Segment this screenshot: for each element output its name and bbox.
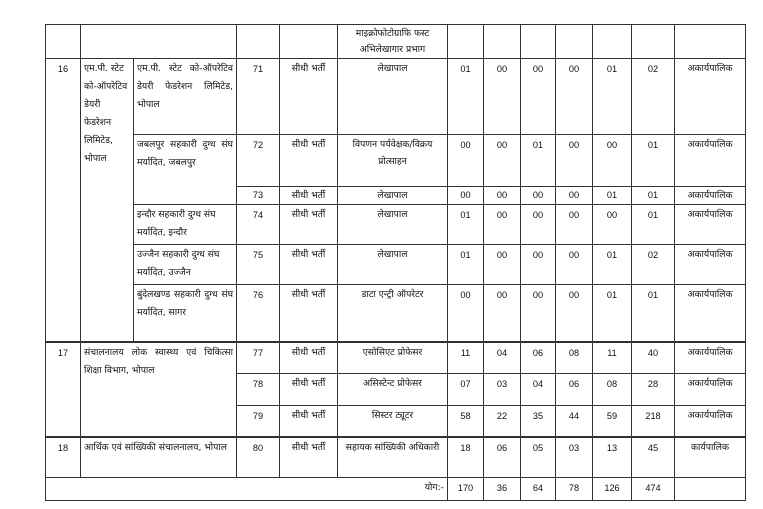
cell-code bbox=[237, 25, 280, 59]
cell-v1: 18 bbox=[448, 437, 484, 478]
cell-code: 75 bbox=[237, 245, 280, 285]
cell-sno bbox=[46, 25, 81, 59]
cell-mode: सीधी भर्ती bbox=[280, 59, 338, 135]
table-row bbox=[46, 437, 746, 478]
cell-v3: 06 bbox=[521, 342, 556, 374]
cell-v1: 00 bbox=[448, 135, 484, 187]
cell-v2: 00 bbox=[484, 187, 521, 205]
table-row bbox=[46, 342, 746, 374]
cell-sno: 17 bbox=[46, 342, 81, 437]
cell-type: अकार्यपालिक bbox=[675, 374, 746, 406]
cell-post: लेखापाल bbox=[338, 245, 448, 285]
cell-v5: 01 bbox=[593, 187, 632, 205]
cell-mode: सीधी भर्ती bbox=[280, 187, 338, 205]
cell-v2: 00 bbox=[484, 205, 521, 245]
cell-total: 28 bbox=[632, 374, 675, 406]
cell-v4: 00 bbox=[556, 205, 593, 245]
cell-v4: 06 bbox=[556, 374, 593, 406]
cell-mode: सीधी भर्ती bbox=[280, 135, 338, 187]
cell-department: संचालनालय लोक स्वास्थ्य एवं चिकित्सा शिक्षा विभाग, भोपाल bbox=[81, 342, 237, 437]
cell-office: इन्दौर सहकारी दुग्ध संघ मर्यादित, इन्दौर bbox=[134, 205, 237, 245]
cell-v5: 00 bbox=[593, 205, 632, 245]
cell-v1: 11 bbox=[448, 342, 484, 374]
cell-total: 01 bbox=[632, 187, 675, 205]
cell-mode: सीधी भर्ती bbox=[280, 406, 338, 437]
cell-sno: 16 bbox=[46, 59, 81, 342]
cell-v3: 00 bbox=[521, 245, 556, 285]
totals-v2: 36 bbox=[484, 478, 521, 501]
cell-office: उज्जैन सहकारी दुग्ध संघ मर्यादित, उज्जैन bbox=[134, 245, 237, 285]
cell-v2: 00 bbox=[484, 59, 521, 135]
totals-v5: 126 bbox=[593, 478, 632, 501]
cell-v2: 00 bbox=[484, 135, 521, 187]
cell-total: 40 bbox=[632, 342, 675, 374]
table-row bbox=[46, 285, 746, 342]
totals-v1: 170 bbox=[448, 478, 484, 501]
cell-v2: 22 bbox=[484, 406, 521, 437]
cell-v2: 06 bbox=[484, 437, 521, 478]
cell-v3: 35 bbox=[521, 406, 556, 437]
cell-mode bbox=[280, 25, 338, 59]
cell-post: सहायक सांख्यिकी अधिकारी bbox=[338, 437, 448, 478]
cell-v1: 01 bbox=[448, 245, 484, 285]
cell-post: असिस्टेन्ट प्रोफेसर bbox=[338, 374, 448, 406]
cell-code: 74 bbox=[237, 205, 280, 245]
cell-code: 78 bbox=[237, 374, 280, 406]
cell-v3: 05 bbox=[521, 437, 556, 478]
cell-post: लेखापाल bbox=[338, 59, 448, 135]
cell-post: लेखापाल bbox=[338, 187, 448, 205]
cell-post: लेखापाल bbox=[338, 205, 448, 245]
cell-mode: सीधी भर्ती bbox=[280, 437, 338, 478]
cell-post: एसोसिएट प्रोफेसर bbox=[338, 342, 448, 374]
cell-code: 73 bbox=[237, 187, 280, 205]
cell-type: अकार्यपालिक bbox=[675, 187, 746, 205]
cell-code: 72 bbox=[237, 135, 280, 187]
cell-office: बुंदेलखण्ड सहकारी दुग्ध संघ मर्यादित, सागर bbox=[134, 285, 237, 342]
cell-sno: 18 bbox=[46, 437, 81, 478]
cell-v1: 07 bbox=[448, 374, 484, 406]
cell-v1: 58 bbox=[448, 406, 484, 437]
cell-code: 71 bbox=[237, 59, 280, 135]
cell-v3: 04 bbox=[521, 374, 556, 406]
cell-v4: 03 bbox=[556, 437, 593, 478]
cell-total: 01 bbox=[632, 135, 675, 187]
totals-v3: 64 bbox=[521, 478, 556, 501]
cell-type: कार्यपालिक bbox=[675, 437, 746, 478]
cell-post: सिस्टर ट्यूटर bbox=[338, 406, 448, 437]
cell-v3: 00 bbox=[521, 285, 556, 342]
cell-type: अकार्यपालिक bbox=[675, 342, 746, 374]
cell-v2: 00 bbox=[484, 245, 521, 285]
cell-total: 02 bbox=[632, 245, 675, 285]
totals-type bbox=[675, 478, 746, 501]
cell-total: 45 bbox=[632, 437, 675, 478]
cell-type: अकार्यपालिक bbox=[675, 59, 746, 135]
cell-v5: 01 bbox=[593, 245, 632, 285]
cell-total: 02 bbox=[632, 59, 675, 135]
table-row bbox=[46, 245, 746, 285]
cell-v1: 00 bbox=[448, 187, 484, 205]
cell-v3: 00 bbox=[521, 187, 556, 205]
cell-total: 218 bbox=[632, 406, 675, 437]
cell-v3: 00 bbox=[521, 59, 556, 135]
cell-v4: 00 bbox=[556, 285, 593, 342]
cell-v5: 00 bbox=[593, 135, 632, 187]
cell-v3: 01 bbox=[521, 135, 556, 187]
cell-v4: 00 bbox=[556, 187, 593, 205]
cell-v1: 01 bbox=[448, 59, 484, 135]
cell-v5: 59 bbox=[593, 406, 632, 437]
cell-v5: 01 bbox=[593, 59, 632, 135]
totals-row bbox=[46, 478, 746, 501]
cell-v4: 00 bbox=[556, 135, 593, 187]
cell-type: अकार्यपालिक bbox=[675, 135, 746, 187]
cell-mode: सीधी भर्ती bbox=[280, 285, 338, 342]
table-row bbox=[46, 25, 746, 59]
totals-label: योग:- bbox=[46, 478, 448, 501]
cell-v2: 03 bbox=[484, 374, 521, 406]
cell-total: 01 bbox=[632, 205, 675, 245]
cell-post: माइक्रोफोटोग्राफि फस्ट अभिलेखागार प्रभाग bbox=[338, 25, 448, 59]
cell-v4: 00 bbox=[556, 245, 593, 285]
cell-code: 79 bbox=[237, 406, 280, 437]
table-row bbox=[46, 205, 746, 245]
cell-v5: 11 bbox=[593, 342, 632, 374]
cell-v4: 44 bbox=[556, 406, 593, 437]
recruitment-table bbox=[45, 24, 746, 501]
cell-office: जबलपुर सहकारी दुग्ध संघ मर्यादित, जबलपुर bbox=[134, 135, 237, 205]
cell-v5: 08 bbox=[593, 374, 632, 406]
cell-office: एम.पी. स्टेट को-ऑपरेटिव डेयरी फेडरेशन लिमिटेड, भोपाल bbox=[134, 59, 237, 135]
cell-type: अकार्यपालिक bbox=[675, 406, 746, 437]
cell-v4: 08 bbox=[556, 342, 593, 374]
cell-v5: 01 bbox=[593, 285, 632, 342]
cell-total: 01 bbox=[632, 285, 675, 342]
cell-v4: 00 bbox=[556, 59, 593, 135]
cell-v3: 00 bbox=[521, 205, 556, 245]
cell-department bbox=[81, 25, 237, 59]
cell-v2: 00 bbox=[484, 285, 521, 342]
cell-type: अकार्यपालिक bbox=[675, 285, 746, 342]
cell-post: विपणन पर्यवेक्षक/विक्रय प्रोत्साहन bbox=[338, 135, 448, 187]
cell-mode: सीधी भर्ती bbox=[280, 205, 338, 245]
cell-code: 76 bbox=[237, 285, 280, 342]
totals-grand: 474 bbox=[632, 478, 675, 501]
cell-type: अकार्यपालिक bbox=[675, 245, 746, 285]
cell-v1: 01 bbox=[448, 205, 484, 245]
cell-code: 80 bbox=[237, 437, 280, 478]
cell-department: आर्थिक एवं सांख्यिकी संचालनालय, भोपाल bbox=[81, 437, 237, 478]
cell-v2: 04 bbox=[484, 342, 521, 374]
cell-mode: सीधी भर्ती bbox=[280, 245, 338, 285]
cell-type: अकार्यपालिक bbox=[675, 205, 746, 245]
cell-mode: सीधी भर्ती bbox=[280, 374, 338, 406]
table-row bbox=[46, 135, 746, 187]
table-row bbox=[46, 59, 746, 135]
cell-department: एम.पी. स्टेट को-ऑपरेटिव डेयरी फेडरेशन लिमिटेड, भोपाल bbox=[81, 59, 134, 342]
cell-mode: सीधी भर्ती bbox=[280, 342, 338, 374]
cell-post: डाटा एन्ट्री ऑपरेटर bbox=[338, 285, 448, 342]
cell-v1: 00 bbox=[448, 285, 484, 342]
cell-code: 77 bbox=[237, 342, 280, 374]
cell-v5: 13 bbox=[593, 437, 632, 478]
totals-v4: 78 bbox=[556, 478, 593, 501]
